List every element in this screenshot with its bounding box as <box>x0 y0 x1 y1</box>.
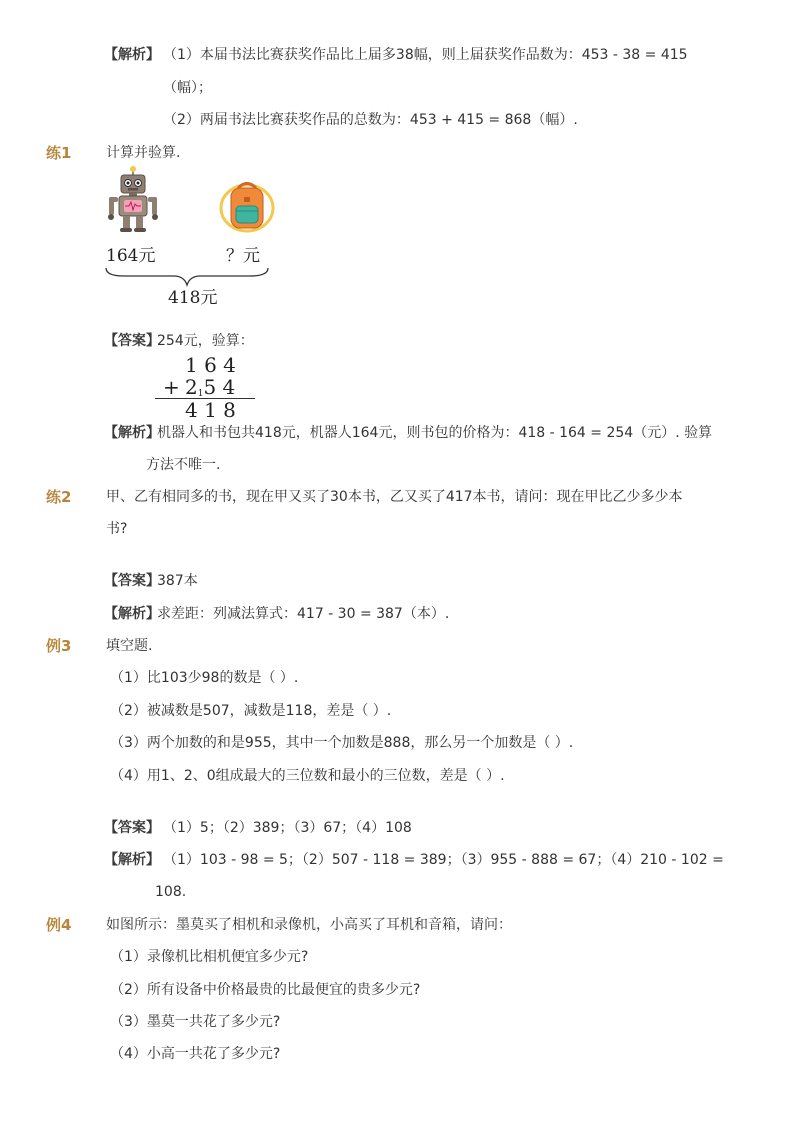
analysis-line: （2）两届书法比赛获奖作品的总数为：453 + 415 = 868（幅）. <box>163 112 578 128</box>
answer-tag: 【答案】 <box>104 820 160 836</box>
example-label: 例3 <box>46 637 72 655</box>
total-brace <box>104 266 270 288</box>
question-text: （1）比103少98的数是（ ）. <box>110 670 299 686</box>
exercise-label: 练2 <box>46 488 72 506</box>
answer-text: 387本 <box>157 573 198 589</box>
total-price-label: 418元 <box>168 288 218 308</box>
calc-digit: 2 <box>185 375 198 399</box>
exercise-label: 练1 <box>46 144 72 162</box>
question-text: （3）两个加数的和是955，其中一个加数是888，那么另一个加数是（ ）. <box>110 735 574 751</box>
question-text: （3）墨莫一共花了多少元? <box>110 1014 281 1030</box>
analysis-tag: 【解析】 <box>104 47 160 63</box>
analysis-tag: 【解析】 <box>104 606 160 622</box>
analysis-line: 方法不唯一. <box>146 457 221 473</box>
analysis-line: （幅）； <box>163 80 212 96</box>
example-label: 例4 <box>46 916 72 934</box>
example-text: 填空题. <box>106 638 153 654</box>
analysis-tag: 【解析】 <box>104 425 160 441</box>
question-text: （4）小高一共花了多少元? <box>110 1046 281 1062</box>
question-text: 书? <box>106 521 128 537</box>
robot-price-label: 164元 <box>106 246 156 266</box>
robot-icon <box>104 166 164 234</box>
answer-text: （1）5；（2）389；（3）67；（4）108 <box>163 820 412 836</box>
analysis-line: 108. <box>155 884 187 900</box>
calc-plus: + <box>163 375 180 399</box>
question-text: （4）用1、2、0组成最大的三位数和最小的三位数，差是（ ）. <box>110 768 505 784</box>
question-text: （2）被减数是507，减数是118，差是（ ）. <box>110 703 392 719</box>
question-text: （2）所有设备中价格最贵的比最便宜的贵多少元? <box>110 982 421 998</box>
answer-text: 254元，验算： <box>157 333 254 349</box>
analysis-line: 机器人和书包共418元，机器人164元，则书包的价格为：418 - 164 = 254（元）. 验算 <box>157 425 713 441</box>
answer-tag: 【答案】 <box>104 333 160 349</box>
analysis-tag: 【解析】 <box>104 852 160 868</box>
question-text: （1）录像机比相机便宜多少元? <box>110 949 309 965</box>
exercise-text: 计算并验算. <box>106 145 181 161</box>
analysis-line: 求差距：列减法算式：417 - 30 = 387（本）. <box>157 606 450 622</box>
backpack-price-label: ？元 <box>226 246 260 266</box>
calc-row: 1 6 4 <box>185 353 236 377</box>
carry-digit: 1 <box>197 389 204 399</box>
calc-digits: 5 4 <box>203 375 236 399</box>
analysis-line: （1）103 - 98 = 5；（2）507 - 118 = 389；（3）955 - 888 = 67；（4）210 - 102 = <box>163 852 724 868</box>
answer-tag: 【答案】 <box>104 573 160 589</box>
backpack-icon <box>218 178 276 234</box>
example-text: 如图所示：墨莫买了相机和录像机，小高买了耳机和音箱，请问： <box>106 917 512 933</box>
analysis-line: （1）本届书法比赛获奖作品比上届多38幅，则上届获奖作品数为：453 - 38 = 415 <box>163 47 688 63</box>
question-text: 甲、乙有相同多的书，现在甲又买了30本书，乙又买了417本书，请问：现在甲比乙少多少本 <box>106 489 683 505</box>
calc-row: 4 1 8 <box>185 398 236 422</box>
